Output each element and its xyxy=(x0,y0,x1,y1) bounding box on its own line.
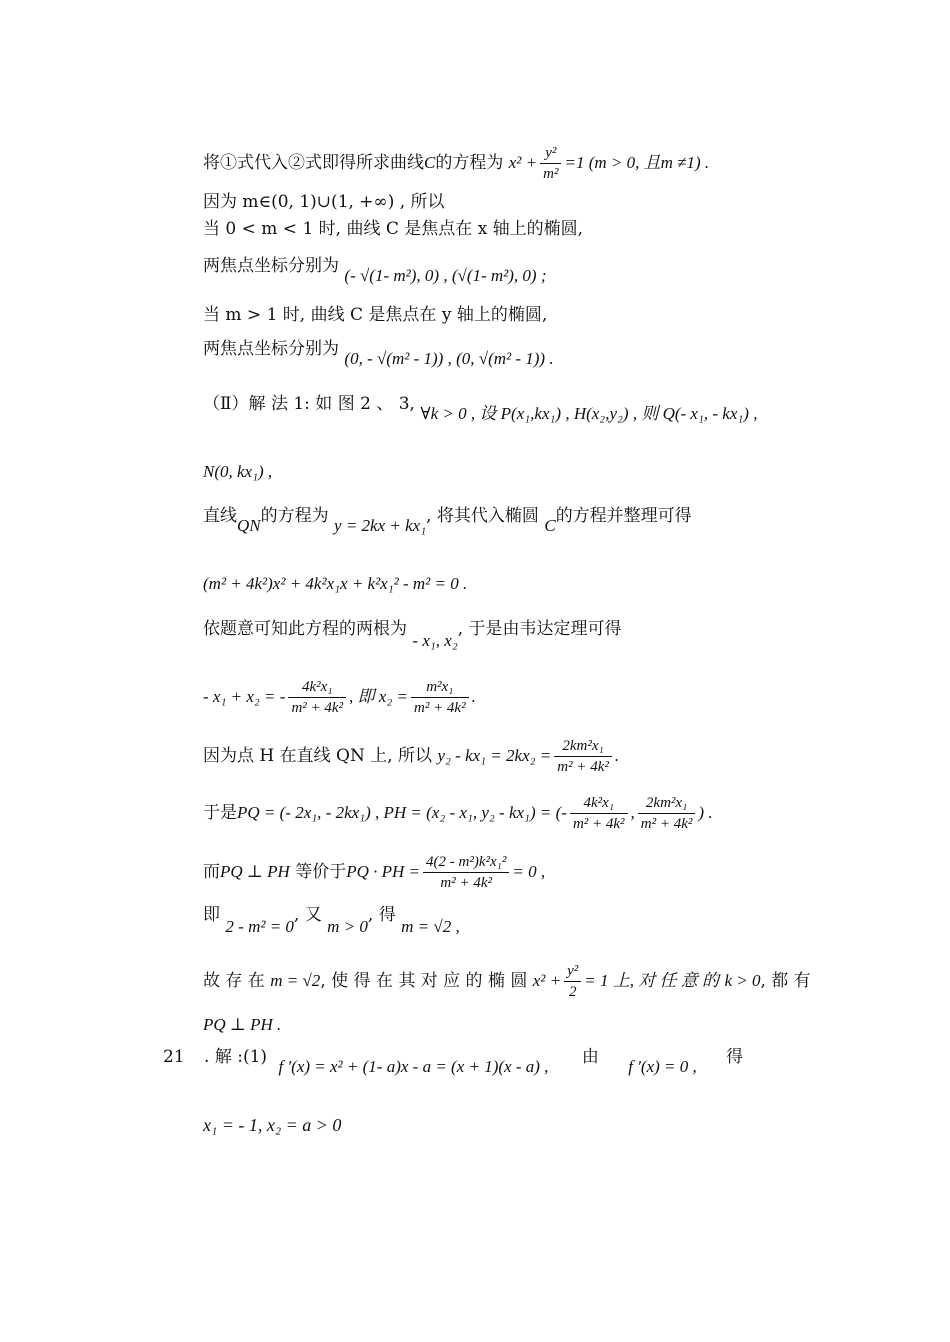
text: , 都 有 xyxy=(760,971,811,991)
denominator: m² + 4k² xyxy=(572,816,625,832)
math: = 1 上, 对 任 意 的 xyxy=(584,971,720,990)
case-ellipse-x-line xyxy=(203,217,583,241)
text: , 又 xyxy=(293,905,322,925)
math: , xyxy=(630,803,635,822)
roots-result-line xyxy=(203,1113,341,1138)
math: PQ ⊥ PH xyxy=(220,862,290,881)
math: m > 0 xyxy=(327,917,368,936)
fraction xyxy=(423,853,509,892)
curve-equation-line xyxy=(203,144,709,183)
numerator: y² xyxy=(540,144,561,164)
math: x² + xyxy=(508,153,538,172)
text: 当 m > 1 时, 曲线 C 是焦点在 y 轴上的椭圆, xyxy=(203,305,548,325)
point-n-line xyxy=(203,460,272,484)
math: PQ = (- 2x₁, - 2kx₁) , PH = (x₂ - x₁, y₂ - kx₁) = (- xyxy=(237,803,567,822)
fraction xyxy=(570,794,628,833)
fraction xyxy=(288,678,346,717)
text: 的方程为 xyxy=(435,153,504,173)
math: x² + xyxy=(532,971,562,990)
math: m = √2 xyxy=(270,971,321,990)
conclusion-end-line xyxy=(203,1013,281,1037)
math: N(0, kx₁) , xyxy=(203,462,273,481)
math: ) . xyxy=(698,803,713,822)
text: 因为 m∈(0, 1)∪(1, +∞) , 所以 xyxy=(203,192,445,212)
denominator: m² + 4k² xyxy=(291,700,344,716)
text: , 使 得 在 其 对 应 的 椭 圆 xyxy=(320,971,528,991)
math: = 0 , xyxy=(512,862,546,881)
text: 等价于 xyxy=(295,862,347,882)
math: (m² + 4k²)x² + 4k²x₁x + k²x₁² - m² = 0 . xyxy=(203,574,468,593)
text: . 解 :(1) xyxy=(204,1047,268,1067)
numerator: 2km²x₁ xyxy=(554,737,612,757)
numerator: y² xyxy=(564,962,581,982)
math: k > 0 xyxy=(724,971,761,990)
problem-number: 21 xyxy=(163,1047,185,1067)
text: （Ⅱ）解 法 1: 如 图 2 、 3, xyxy=(203,394,415,414)
text: 两焦点坐标分别为 xyxy=(203,339,339,359)
text: 当 0 < m < 1 时, 曲线 C 是焦点在 x 轴上的椭圆, xyxy=(203,219,584,239)
math: . xyxy=(471,687,476,706)
math: =1 (m > 0, 且m ≠1) . xyxy=(564,153,710,172)
denominator: m² + 4k² xyxy=(640,816,693,832)
math: . xyxy=(614,746,620,765)
case-ellipse-y-line xyxy=(203,303,547,327)
text: , 将其代入椭圆 xyxy=(426,506,539,526)
roots-line xyxy=(203,617,622,650)
text: , 得 xyxy=(367,905,396,925)
denominator: m² xyxy=(543,166,559,182)
math: f ′(x) = x² + (1- a)x - a = (x + 1)(x - a) , xyxy=(278,1057,549,1076)
problem-21-line xyxy=(163,1045,744,1076)
math: PQ ⊥ PH . xyxy=(203,1015,282,1034)
math: PQ · PH = xyxy=(346,862,421,881)
text: 于是 xyxy=(203,803,237,823)
numerator: 2km²x₁ xyxy=(638,794,696,814)
math: ∀k > 0 , 设 P(x₁,kx₁) , H(x₂,y₂) , 则 Q(- x₁, - kx₁) , xyxy=(420,404,758,423)
m-range-line xyxy=(203,190,445,214)
denominator: m² + 4k² xyxy=(440,875,492,891)
math: QN xyxy=(237,516,261,535)
fraction xyxy=(638,794,696,833)
fraction xyxy=(554,737,612,776)
foci-y-line xyxy=(203,337,554,368)
text: 依题意可知此方程的两根为 xyxy=(203,619,407,639)
numerator: 4k²x₁ xyxy=(288,678,346,698)
math: , 即 x₂ = xyxy=(349,687,408,706)
math: - x₁ + x₂ = - xyxy=(203,687,286,706)
numerator: 4(2 - m²)k²x₁² xyxy=(423,853,509,873)
denominator: m² + 4k² xyxy=(413,700,466,716)
numerator: m²x₁ xyxy=(411,678,469,698)
math: f ′(x) = 0 , xyxy=(628,1057,697,1076)
conclusion-line xyxy=(203,962,811,1001)
text: 而 xyxy=(203,862,220,882)
text: 因为点 H 在直线 QN 上, 所以 xyxy=(203,746,433,766)
text: 直线 xyxy=(203,506,237,526)
vectors-line xyxy=(203,794,713,833)
text: 将①式代入②式即得所求曲线 xyxy=(203,153,424,173)
foci-x-line xyxy=(203,254,547,285)
text: 的方程为 xyxy=(260,506,329,526)
fraction xyxy=(411,678,469,717)
m-value-line xyxy=(203,903,460,936)
denominator: m² + 4k² xyxy=(557,759,609,775)
math: C xyxy=(544,516,556,535)
vieta-line xyxy=(203,678,476,717)
numerator: 4k²x₁ xyxy=(570,794,628,814)
text: 由 xyxy=(581,1047,599,1067)
math: (0, - √(m² - 1)) , (0, √(m² - 1)) . xyxy=(344,349,554,368)
perpendicular-line xyxy=(203,853,545,892)
line-qn-equation-line xyxy=(203,504,692,535)
denominator: 2 xyxy=(568,984,577,1000)
math: m = √2 , xyxy=(401,917,460,936)
fraction xyxy=(564,962,581,1001)
math: (- √(1- m²), 0) , (√(1- m²), 0) ; xyxy=(344,266,547,285)
math: 2 - m² = 0 xyxy=(225,917,294,936)
fraction xyxy=(540,144,561,183)
point-h-line xyxy=(203,737,619,776)
text: 得 xyxy=(726,1047,744,1067)
text: 的方程并整理可得 xyxy=(555,506,692,526)
math: - x₁, x₂ xyxy=(412,631,458,650)
text: 即 xyxy=(203,905,220,925)
math: C xyxy=(424,153,436,172)
text: 故 存 在 xyxy=(203,971,265,991)
solution-method-line xyxy=(203,392,758,423)
text: 两焦点坐标分别为 xyxy=(203,256,339,276)
quadratic-equation-line xyxy=(203,572,467,596)
math: y = 2kx + kx₁ xyxy=(334,516,427,535)
math: y₂ - kx₁ = 2kx₂ = xyxy=(437,746,552,765)
text: , 于是由韦达定理可得 xyxy=(457,619,622,639)
math: x₁ = - 1, x₂ = a > 0 xyxy=(203,1115,342,1135)
